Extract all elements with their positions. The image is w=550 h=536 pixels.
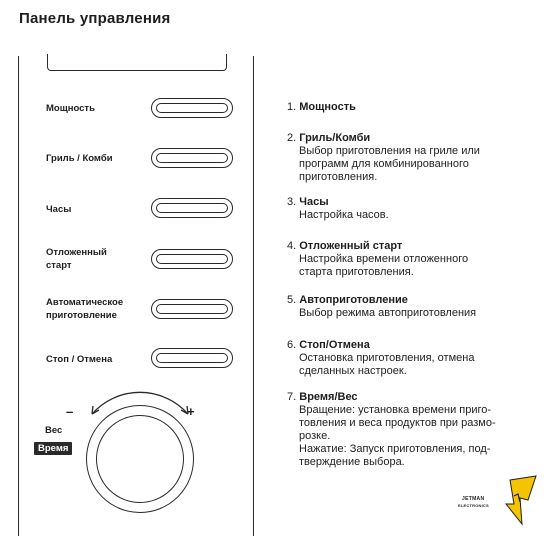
clock-label: Часы bbox=[46, 204, 72, 215]
logo-text-1: JETMAN bbox=[462, 496, 485, 502]
page-title: Панель управления bbox=[19, 10, 171, 27]
logo-text-2: ELECTRONICS bbox=[458, 503, 489, 508]
power-label: Мощность bbox=[46, 103, 95, 114]
auto-cook-button[interactable] bbox=[151, 299, 233, 319]
description-item-6: 6. Стоп/Отмена Остановка приготовления, отмена сделанных настроек. bbox=[287, 339, 475, 377]
auto-cook-label: Автоматическое приготовление bbox=[46, 297, 124, 321]
power-button[interactable] bbox=[151, 98, 233, 118]
time-weight-knob[interactable] bbox=[86, 405, 194, 513]
brand-logo bbox=[458, 474, 542, 530]
grill-combi-label: Гриль / Комби bbox=[46, 153, 113, 164]
description-item-1: 1. Мощность bbox=[287, 101, 356, 113]
delayed-start-button[interactable] bbox=[151, 249, 233, 269]
time-label: Время bbox=[34, 442, 72, 455]
display-window bbox=[47, 54, 227, 71]
brand-logo-icon bbox=[462, 474, 542, 530]
stop-cancel-button[interactable] bbox=[151, 348, 233, 368]
description-item-4: 4. Отложенный старт Настройка времени отложенного старта приготовления. bbox=[287, 240, 469, 278]
weight-label: Вес bbox=[45, 425, 63, 436]
description-item-5: 5. Автоприготовление Выбор режима автоприготовления bbox=[287, 294, 477, 319]
grill-combi-button[interactable] bbox=[151, 148, 233, 168]
delayed-start-label: Отложенный старт bbox=[46, 247, 107, 271]
clock-button[interactable] bbox=[151, 198, 233, 218]
description-item-3: 3. Часы Настройка часов. bbox=[287, 196, 389, 221]
plus-sign: + bbox=[187, 404, 195, 419]
description-item-7: 7. Время/Вес Вращение: установка времени приго- товления и веса продуктов при размо- розке. Нажатие: Запуск приготовления, под- тверждение выбора. bbox=[287, 391, 496, 468]
description-item-2: 2. Гриль/Комби Выбор приготовления на гриле или программ для комбинированного приготовления. bbox=[287, 132, 480, 183]
stop-cancel-label: Стоп / Отмена bbox=[46, 354, 113, 365]
minus-sign: – bbox=[66, 404, 74, 419]
knob-inner-ring bbox=[96, 415, 184, 503]
